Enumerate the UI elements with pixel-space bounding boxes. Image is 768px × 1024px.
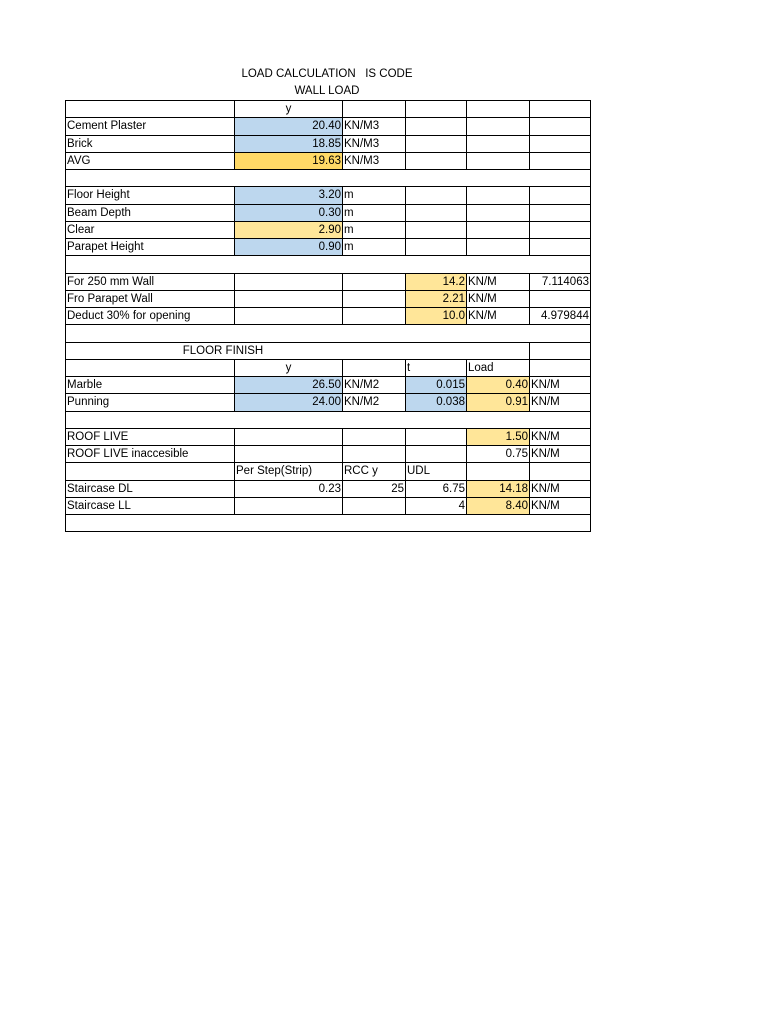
unit-cell[interactable]: KN/M2 [343,377,406,394]
row-label[interactable]: ROOF LIVE [66,428,235,445]
section-title-wall-load: WALL LOAD [294,85,360,97]
table-row [66,446,591,463]
row-label[interactable]: Floor Height [66,187,235,204]
sheet-title: LOAD CALCULATION IS CODE [241,68,413,80]
cell[interactable] [467,239,530,256]
value-cell[interactable]: 14.2 [406,273,467,290]
row-label[interactable]: Fro Parapet Wall [66,290,235,307]
table-row [66,480,591,497]
value-cell[interactable]: 8.40 [467,497,530,514]
cell[interactable] [235,273,343,290]
unit-cell[interactable]: KN/M [530,377,591,394]
cell[interactable] [406,187,467,204]
table-row [66,273,591,290]
cell[interactable] [343,446,406,463]
row-label[interactable]: Parapet Height [66,239,235,256]
cell[interactable] [467,135,530,152]
table-row [66,497,591,514]
row-label[interactable]: Staircase LL [66,497,235,514]
cell[interactable] [343,428,406,445]
cell[interactable] [235,497,343,514]
unit-cell[interactable]: m [343,204,406,221]
cell[interactable] [66,170,591,187]
table-row [66,118,591,135]
value-cell[interactable]: 14.18 [467,480,530,497]
cell[interactable] [66,359,235,376]
unit-cell[interactable]: m [343,221,406,238]
value-cell[interactable]: 18.85 [235,135,343,152]
cell[interactable] [530,221,591,238]
spacer-row [66,256,591,273]
cell[interactable] [467,204,530,221]
table-row [66,394,591,411]
table-row [66,135,591,152]
value-cell[interactable]: 4.979844 [530,308,591,325]
row-label[interactable]: Beam Depth [66,204,235,221]
row-label[interactable]: Punning [66,394,235,411]
cell[interactable] [406,152,467,169]
spacer-row [66,411,591,428]
table-row [66,428,591,445]
cell[interactable] [530,204,591,221]
value-cell[interactable]: 20.40 [235,118,343,135]
cell[interactable] [467,118,530,135]
unit-cell[interactable]: KN/M3 [343,152,406,169]
cell[interactable] [406,428,467,445]
value-cell[interactable]: 4 [406,497,467,514]
header-gamma[interactable]: y [235,101,343,118]
cell[interactable] [406,446,467,463]
cell[interactable] [530,359,591,376]
unit-cell[interactable]: KN/M [530,497,591,514]
table-row [66,377,591,394]
unit-cell[interactable]: KN/M [467,290,530,307]
cell[interactable] [343,308,406,325]
spacer-row [66,515,591,532]
table-row [66,239,591,256]
cell[interactable] [66,463,235,480]
row-label[interactable]: Brick [66,135,235,152]
unit-cell[interactable]: m [343,239,406,256]
table-row [66,463,591,480]
value-cell[interactable]: 10.0 [406,308,467,325]
cell[interactable] [467,463,530,480]
cell[interactable] [343,273,406,290]
header-gamma[interactable]: y [235,359,343,376]
unit-cell[interactable]: KN/M [530,480,591,497]
unit-cell[interactable]: KN/M [530,428,591,445]
cell[interactable] [530,342,591,359]
table-row [66,290,591,307]
cell[interactable] [467,221,530,238]
table-row [66,152,591,169]
unit-cell[interactable]: m [343,187,406,204]
cell[interactable] [406,204,467,221]
value-cell[interactable]: 26.50 [235,377,343,394]
cell[interactable] [406,101,467,118]
table-row [66,342,591,359]
cell[interactable] [530,152,591,169]
value-cell[interactable]: 0.75 [467,446,530,463]
unit-cell[interactable]: KN/M3 [343,118,406,135]
cell[interactable] [66,411,591,428]
cell[interactable] [235,290,343,307]
value-cell[interactable]: 0.23 [235,480,343,497]
value-cell[interactable]: 0.015 [406,377,467,394]
value-cell[interactable]: 24.00 [235,394,343,411]
unit-cell[interactable]: KN/M [467,308,530,325]
row-label[interactable]: Deduct 30% for opening [66,308,235,325]
cell[interactable] [235,308,343,325]
cell[interactable] [66,101,235,118]
cell[interactable] [467,152,530,169]
row-label[interactable]: Clear [66,221,235,238]
row-label[interactable]: ROOF LIVE inaccesible [66,446,235,463]
row-label[interactable]: For 250 mm Wall [66,273,235,290]
value-cell[interactable]: 2.21 [406,290,467,307]
unit-cell[interactable]: KN/M3 [343,135,406,152]
spacer-row [66,325,591,342]
table-row [66,221,591,238]
unit-cell[interactable]: KN/M [467,273,530,290]
value-cell[interactable]: 2.90 [235,221,343,238]
header-thickness[interactable]: t [406,359,467,376]
cell[interactable] [530,290,591,307]
header-load[interactable]: Load [467,359,530,376]
cell[interactable] [406,221,467,238]
value-cell[interactable]: 6.75 [406,480,467,497]
cell[interactable] [235,446,343,463]
cell[interactable] [66,325,591,342]
row-label[interactable]: Cement Plaster [66,118,235,135]
cell[interactable] [235,428,343,445]
cell[interactable] [530,135,591,152]
cell[interactable] [343,290,406,307]
value-cell[interactable]: 19.63 [235,152,343,169]
table-row [66,308,591,325]
cell[interactable] [343,359,406,376]
value-cell[interactable]: 0.038 [406,394,467,411]
value-cell[interactable]: 0.30 [235,204,343,221]
unit-cell[interactable]: KN/M2 [343,394,406,411]
header-rcc-gamma[interactable]: RCC y [343,463,406,480]
table-row [66,359,591,376]
cell[interactable] [530,463,591,480]
cell[interactable] [530,239,591,256]
unit-cell[interactable]: KN/M [530,394,591,411]
value-cell[interactable]: 0.91 [467,394,530,411]
spacer-row [66,170,591,187]
cell[interactable] [343,101,406,118]
cell[interactable] [530,187,591,204]
table-row [66,101,591,118]
row-label[interactable]: Staircase DL [66,480,235,497]
cell[interactable] [66,515,591,532]
load-calculation-table [65,100,591,532]
cell[interactable] [406,118,467,135]
value-cell[interactable]: 7.114063 [530,273,591,290]
cell[interactable] [530,118,591,135]
cell[interactable] [530,101,591,118]
value-cell[interactable]: 1.50 [467,428,530,445]
cell[interactable] [406,239,467,256]
cell[interactable] [467,101,530,118]
value-cell[interactable]: 25 [343,480,406,497]
floor-finish-title[interactable]: FLOOR FINISH [66,342,530,359]
value-cell[interactable]: 0.40 [467,377,530,394]
cell[interactable] [66,256,591,273]
cell[interactable] [406,135,467,152]
row-label[interactable]: AVG [66,152,235,169]
value-cell[interactable]: 0.90 [235,239,343,256]
table-row [66,187,591,204]
table-row [66,204,591,221]
row-label[interactable]: Marble [66,377,235,394]
header-udl[interactable]: UDL [406,463,467,480]
cell[interactable] [343,497,406,514]
header-per-step[interactable]: Per Step(Strip) [235,463,343,480]
unit-cell[interactable]: KN/M [530,446,591,463]
cell[interactable] [467,187,530,204]
value-cell[interactable]: 3.20 [235,187,343,204]
